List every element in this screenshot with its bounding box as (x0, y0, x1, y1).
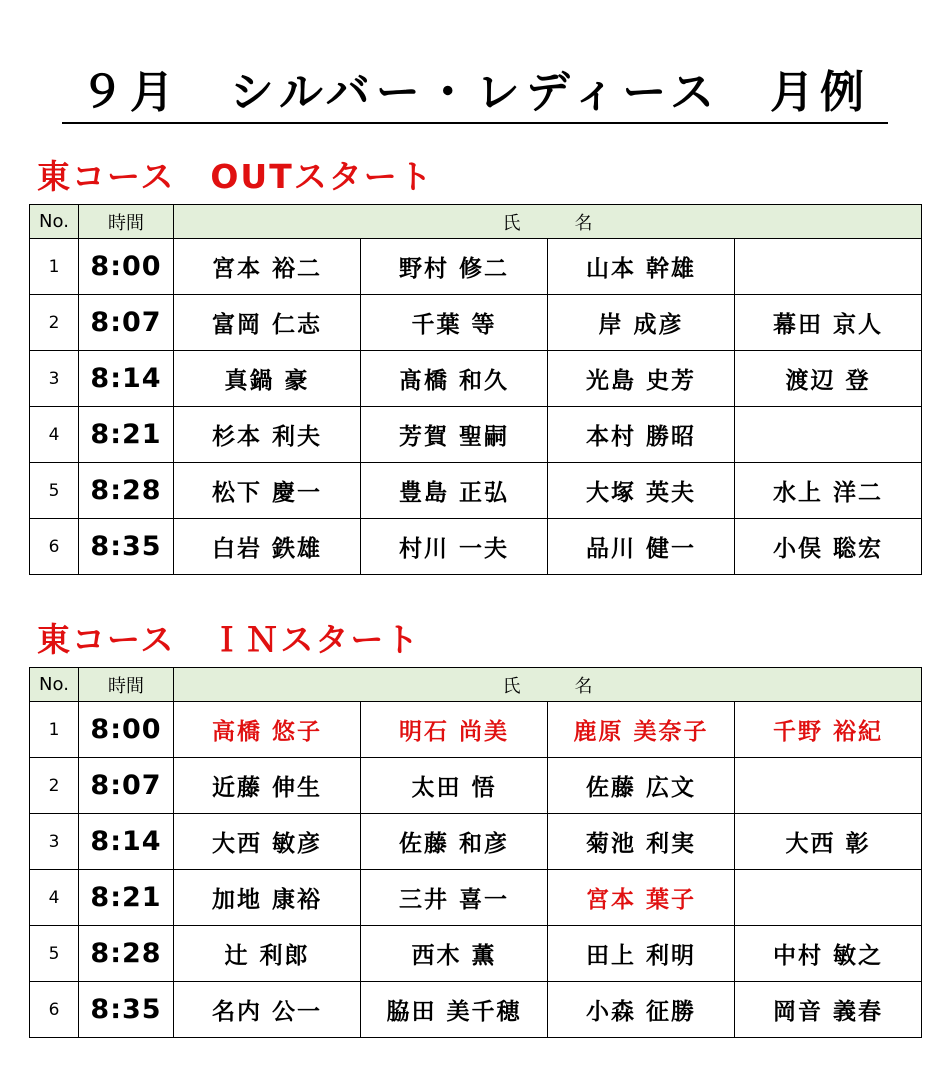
table-row (30, 814, 922, 870)
row-number: 2 (30, 295, 79, 351)
player-name: 村川 一夫 (361, 519, 548, 575)
table-row (30, 295, 922, 351)
player-name: 富岡 仁志 (174, 295, 361, 351)
tee-time: 8:00 (79, 702, 174, 758)
tee-time: 8:28 (79, 926, 174, 982)
player-name: 杉本 利夫 (174, 407, 361, 463)
player-name: 西木 薫 (361, 926, 548, 982)
player-name: 品川 健一 (548, 519, 735, 575)
tee-time: 8:14 (79, 814, 174, 870)
player-name: 光島 史芳 (548, 351, 735, 407)
player-name: 宮本 葉子 (548, 870, 735, 926)
tee-time: 8:00 (79, 239, 174, 295)
table-header-row (30, 205, 922, 239)
player-name: 田上 利明 (548, 926, 735, 982)
player-name: 白岩 鉄雄 (174, 519, 361, 575)
out-start-rows (30, 239, 922, 575)
table-row (30, 758, 922, 814)
player-name (735, 758, 922, 814)
row-number: 5 (30, 926, 79, 982)
table-row (30, 926, 922, 982)
player-name: 芳賀 聖嗣 (361, 407, 548, 463)
player-name: 小俣 聡宏 (735, 519, 922, 575)
player-name (735, 870, 922, 926)
player-name: 脇田 美千穂 (361, 982, 548, 1038)
tee-time: 8:21 (79, 407, 174, 463)
table-row (30, 463, 922, 519)
player-name: 本村 勝昭 (548, 407, 735, 463)
in-start-heading: 東コース ＩＮスタート (37, 620, 421, 659)
player-name: 渡辺 登 (735, 351, 922, 407)
player-name: 明石 尚美 (361, 702, 548, 758)
player-name: 松下 慶一 (174, 463, 361, 519)
player-name: 岡音 義春 (735, 982, 922, 1038)
player-name: 山本 幹雄 (548, 239, 735, 295)
header-no: No. (30, 205, 79, 239)
table-row (30, 239, 922, 295)
in-start-rows (30, 702, 922, 1038)
row-number: 1 (30, 702, 79, 758)
player-name: 名内 公一 (174, 982, 361, 1038)
in-start-table (29, 667, 922, 1038)
tee-time: 8:35 (79, 519, 174, 575)
table-row (30, 519, 922, 575)
row-number: 5 (30, 463, 79, 519)
player-name: 高橋 悠子 (174, 702, 361, 758)
header-name: 氏 名 (174, 205, 922, 239)
player-name: 三井 喜一 (361, 870, 548, 926)
player-name: 野村 修二 (361, 239, 548, 295)
player-name: 宮本 裕二 (174, 239, 361, 295)
player-name: 佐藤 和彦 (361, 814, 548, 870)
row-number: 6 (30, 519, 79, 575)
player-name: 佐藤 広文 (548, 758, 735, 814)
player-name: 豊島 正弘 (361, 463, 548, 519)
header-no: No. (30, 668, 79, 702)
table-row (30, 982, 922, 1038)
player-name: 大西 彰 (735, 814, 922, 870)
tee-time: 8:28 (79, 463, 174, 519)
header-time: 時間 (79, 668, 174, 702)
player-name: 大塚 英夫 (548, 463, 735, 519)
player-name: 千野 裕紀 (735, 702, 922, 758)
player-name: 鹿原 美奈子 (548, 702, 735, 758)
out-start-heading: 東コース OUTスタート (37, 157, 434, 196)
player-name: 千葉 等 (361, 295, 548, 351)
table-row (30, 870, 922, 926)
player-name: 近藤 伸生 (174, 758, 361, 814)
row-number: 2 (30, 758, 79, 814)
row-number: 4 (30, 870, 79, 926)
row-number: 3 (30, 814, 79, 870)
player-name: 菊池 利実 (548, 814, 735, 870)
player-name: 大西 敏彦 (174, 814, 361, 870)
tee-time: 8:35 (79, 982, 174, 1038)
tee-time: 8:21 (79, 870, 174, 926)
player-name: 真鍋 豪 (174, 351, 361, 407)
table-row (30, 351, 922, 407)
player-name: 髙橋 和久 (361, 351, 548, 407)
player-name: 水上 洋二 (735, 463, 922, 519)
table-row (30, 407, 922, 463)
table-header-row (30, 668, 922, 702)
header-time: 時間 (79, 205, 174, 239)
player-name (735, 239, 922, 295)
tee-time: 8:07 (79, 758, 174, 814)
tee-time: 8:14 (79, 351, 174, 407)
out-start-table (29, 204, 922, 575)
header-name: 氏 名 (174, 668, 922, 702)
player-name: 小森 征勝 (548, 982, 735, 1038)
player-name: 辻 利郎 (174, 926, 361, 982)
player-name: 加地 康裕 (174, 870, 361, 926)
row-number: 3 (30, 351, 79, 407)
player-name (735, 407, 922, 463)
player-name: 幕田 京人 (735, 295, 922, 351)
table-row (30, 702, 922, 758)
page-title: ９月 シルバー・レディース 月例 (62, 66, 888, 124)
row-number: 1 (30, 239, 79, 295)
player-name: 岸 成彦 (548, 295, 735, 351)
row-number: 4 (30, 407, 79, 463)
row-number: 6 (30, 982, 79, 1038)
tee-time: 8:07 (79, 295, 174, 351)
player-name: 太田 悟 (361, 758, 548, 814)
player-name: 中村 敏之 (735, 926, 922, 982)
